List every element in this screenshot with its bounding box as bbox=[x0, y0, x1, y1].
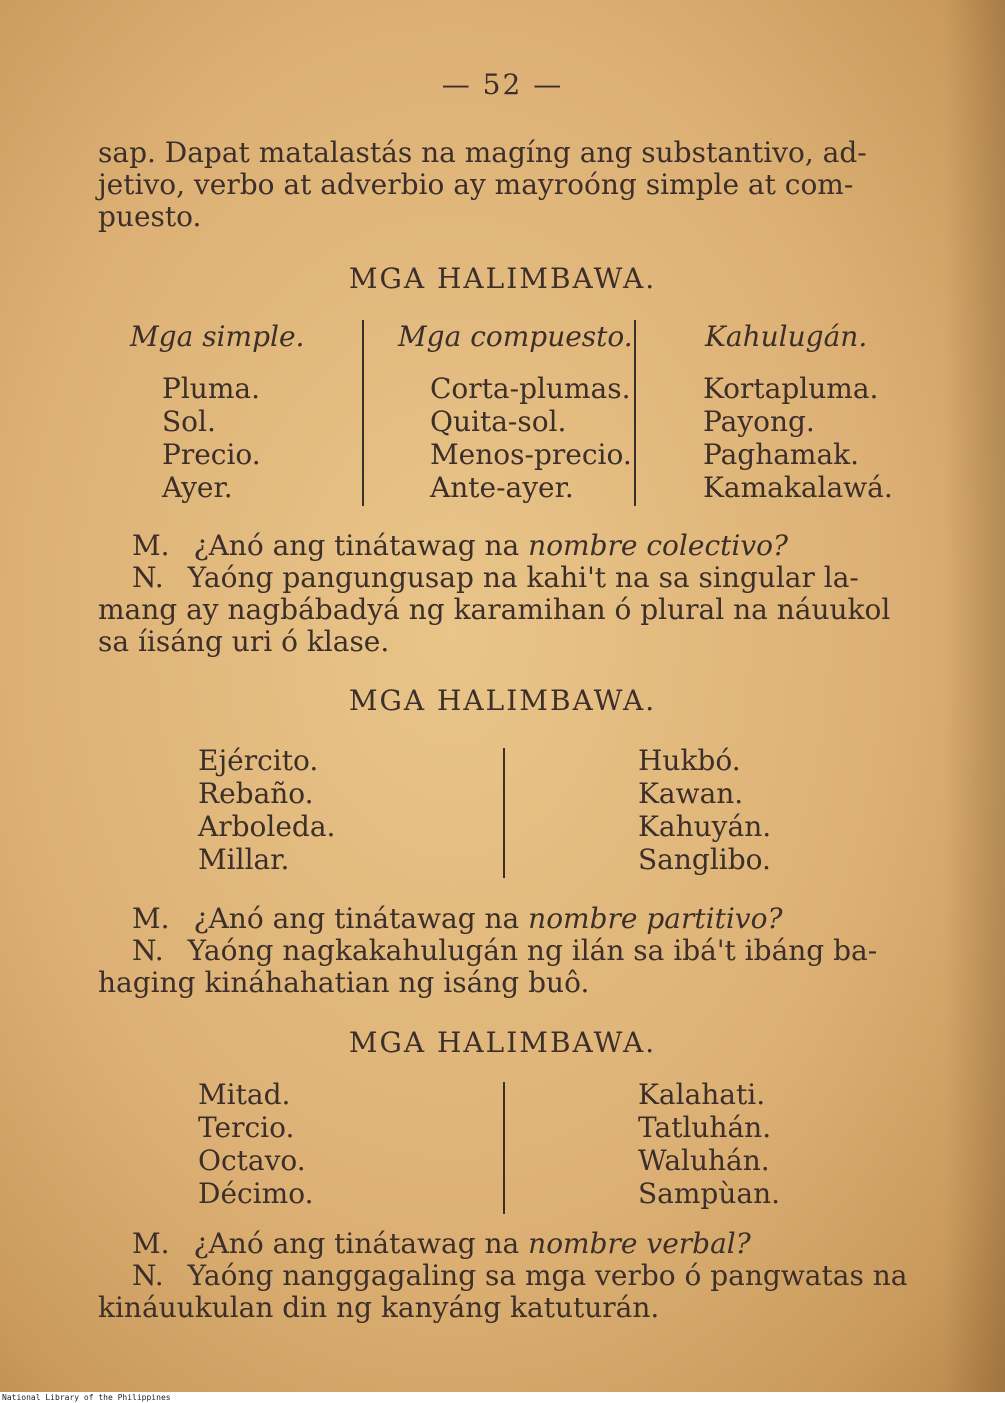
answer-text: Yaóng nanggagaling sa mga verbo ó pangwatas na bbox=[187, 1259, 908, 1292]
intro-line: sap. Dapat matalastás na magíng ang substantivo, ad- bbox=[98, 136, 867, 169]
answer-line: haging kináhahatian ng isáng buô. bbox=[98, 966, 590, 999]
colectivo-word: Rebaño. bbox=[198, 777, 314, 810]
partitivo-word: Tercio. bbox=[198, 1111, 295, 1144]
colectivo-translation: Kawan. bbox=[638, 777, 744, 810]
section2-left-column bbox=[198, 744, 335, 876]
column-divider bbox=[503, 1082, 505, 1214]
section3-heading: MGA HALIMBAWA. bbox=[348, 1026, 657, 1059]
question-text: ¿Anó ang tinátawag na bbox=[193, 1227, 520, 1260]
kahulugan-word: Payong. bbox=[703, 405, 815, 438]
answer-line: mang ay nagbábadyá ng karamihan ó plural na náuukol bbox=[98, 593, 891, 626]
compuesto-word: Quita-sol. bbox=[430, 405, 567, 438]
partitivo-word: Décimo. bbox=[198, 1177, 314, 1210]
section1-heading: MGA HALIMBAWA. bbox=[348, 262, 657, 295]
intro-paragraph bbox=[98, 137, 916, 233]
compuesto-word: Ante-ayer. bbox=[430, 471, 574, 504]
colectivo-translation: Kahuyán. bbox=[638, 810, 772, 843]
question-term: nombre verbal? bbox=[528, 1227, 751, 1260]
compuesto-word: Menos-precio. bbox=[430, 438, 632, 471]
question-label: M. bbox=[132, 902, 170, 935]
answer-line bbox=[98, 562, 916, 594]
colectivo-word: Arboleda. bbox=[198, 810, 336, 843]
column-divider bbox=[362, 320, 364, 506]
answer-label: N. bbox=[132, 1259, 164, 1292]
question-line bbox=[98, 1228, 916, 1260]
compuesto-column-header: Mga compuesto. bbox=[398, 320, 633, 353]
answer-label: N. bbox=[132, 934, 164, 967]
section3-left-column bbox=[198, 1078, 313, 1210]
colectivo-word: Millar. bbox=[198, 843, 290, 876]
colectivo-translation: Sanglibo. bbox=[638, 843, 771, 876]
section2-heading: MGA HALIMBAWA. bbox=[348, 684, 657, 717]
answer-line: kináuukulan din ng kanyáng katuturán. bbox=[98, 1291, 660, 1324]
question-term: nombre partitivo? bbox=[528, 902, 783, 935]
answer-line bbox=[98, 935, 916, 967]
partitivo-word: Mitad. bbox=[198, 1078, 291, 1111]
qa-colectivo bbox=[98, 530, 916, 658]
page-number: — 52 — bbox=[441, 68, 564, 101]
simple-word: Sol. bbox=[162, 405, 216, 438]
question-line bbox=[98, 530, 916, 562]
colectivo-translation: Hukbó. bbox=[638, 744, 741, 777]
partitivo-translation: Sampùan. bbox=[638, 1177, 781, 1210]
partitivo-translation: Kalahati. bbox=[638, 1078, 766, 1111]
answer-line: sa íisáng uri ó klase. bbox=[98, 625, 390, 658]
answer-text: Yaóng pangungusap na kahi't na sa singular la- bbox=[187, 561, 859, 594]
intro-line: jetivo, verbo at adverbio ay mayroóng simple at com- bbox=[98, 168, 854, 201]
partitivo-translation: Waluhán. bbox=[638, 1144, 770, 1177]
answer-label: N. bbox=[132, 561, 164, 594]
column-divider bbox=[634, 320, 636, 506]
column-divider bbox=[503, 748, 505, 878]
section3-right-column bbox=[638, 1078, 780, 1210]
intro-line: puesto. bbox=[98, 200, 202, 233]
partitivo-word: Octavo. bbox=[198, 1144, 306, 1177]
question-label: M. bbox=[132, 1227, 170, 1260]
library-watermark: National Library of the Philippines bbox=[2, 1393, 171, 1402]
simple-column-header: Mga simple. bbox=[130, 320, 305, 353]
question-line bbox=[98, 903, 916, 935]
kahulugan-word: Kortapluma. bbox=[703, 372, 879, 405]
question-text: ¿Anó ang tinátawag na bbox=[193, 902, 520, 935]
question-term: nombre colectivo? bbox=[528, 529, 789, 562]
kahulugan-word: Kamakalawá. bbox=[703, 471, 893, 504]
answer-line bbox=[98, 1260, 916, 1292]
colectivo-word: Ejército. bbox=[198, 744, 319, 777]
qa-verbal bbox=[98, 1228, 916, 1324]
question-text: ¿Anó ang tinátawag na bbox=[193, 529, 520, 562]
question-label: M. bbox=[132, 529, 170, 562]
kahulugan-column-header: Kahulugán. bbox=[705, 320, 868, 353]
partitivo-translation: Tatluhán. bbox=[638, 1111, 772, 1144]
simple-word: Pluma. bbox=[162, 372, 260, 405]
simple-word: Precio. bbox=[162, 438, 261, 471]
section2-right-column bbox=[638, 744, 771, 876]
compuesto-word: Corta-plumas. bbox=[430, 372, 631, 405]
compuesto-column bbox=[430, 372, 632, 504]
kahulugan-word: Paghamak. bbox=[703, 438, 860, 471]
kahulugan-column bbox=[703, 372, 893, 504]
qa-partitivo bbox=[98, 903, 916, 999]
answer-text: Yaóng nagkakahulugán ng ilán sa ibá't ibáng ba- bbox=[187, 934, 878, 967]
simple-word: Ayer. bbox=[162, 471, 233, 504]
simple-column bbox=[162, 372, 261, 504]
